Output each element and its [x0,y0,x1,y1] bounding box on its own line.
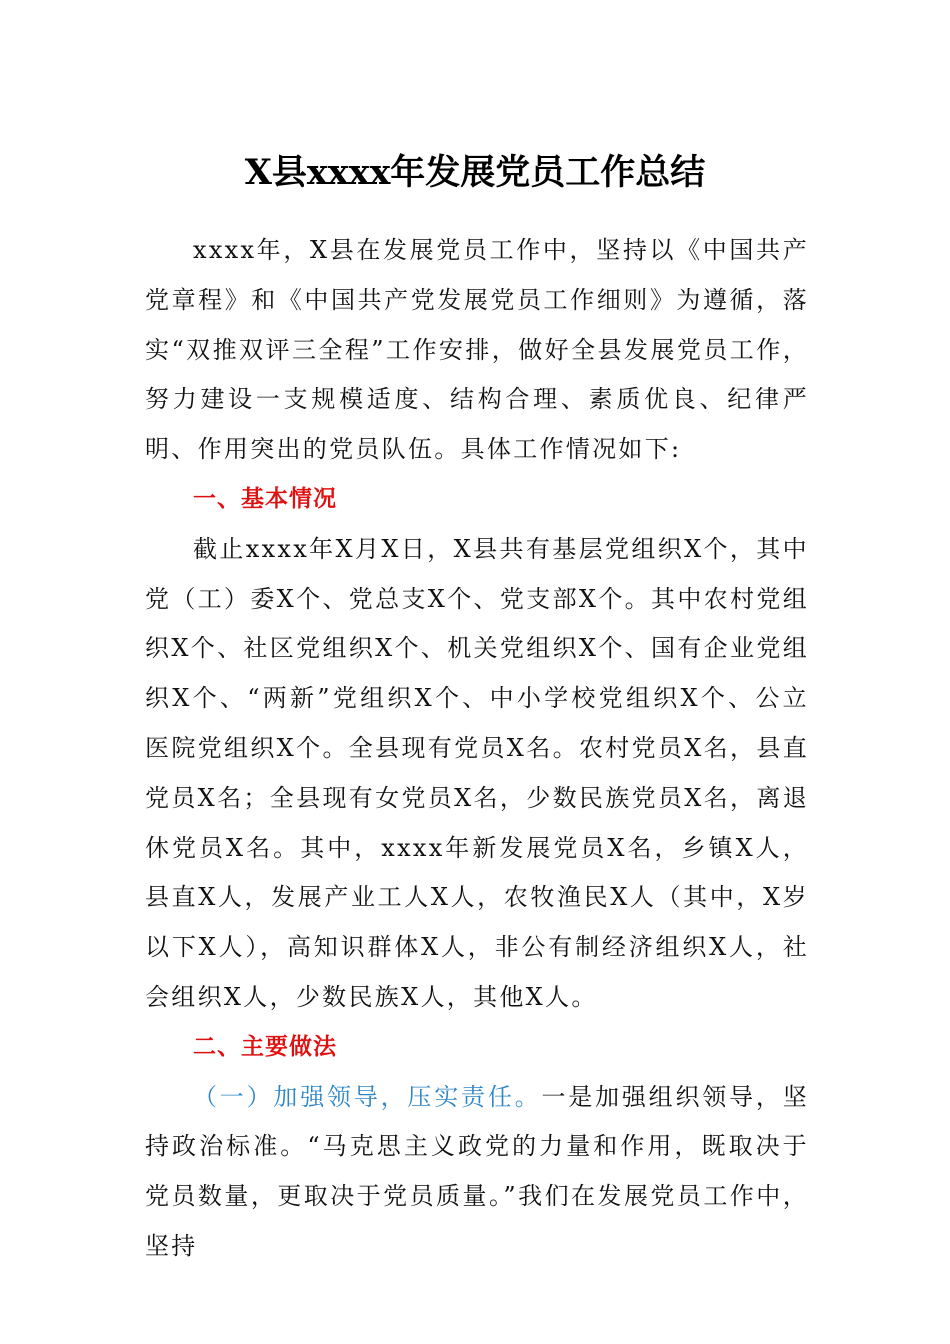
subsection-title-leadership: （一）加强领导，压实责任。 [193,1082,542,1111]
document-title: X县xxxx年发展党员工作总结 [244,152,706,193]
section-heading-main-practices: 二、主要做法 [193,1033,337,1060]
document-body [145,226,809,1272]
basic-situation-paragraph: 截止xxxx年X月X日，X县共有基层党组织X个，其中党（工）委X个、党总支X个、党支部X个。其中农村党组织X个、社区党组织X个、机关党组织X个、国有企业党组织X个、“两新”党组织X个、中小学校党组织X个、公立医院党组织X个。全县现有党员X名。农村党员X名，县直党员X名；全县现有女党员X名，少数民族党员X名，离退休党员X名。其中，xxxx年新发展党员X名，乡镇X人，县直X人，发展产业工人X人，农牧渔民X人（其中，X岁以下X人），高知识群体X人，非公有制经济组织X人，社会组织X人，少数民族X人，其他X人。 [145,534,809,1011]
subsection-text-leadership: 一是加强组织领导，坚持政治标准。“马克思主义政党的力量和作用，既取决于党员数量，更取决于党员质量。”我们在发展党员工作中，坚持 [145,1082,810,1260]
intro-paragraph: xxxx年，X县在发展党员工作中，坚持以《中国共产党章程》和《中国共产党发展党员工作细则》为遵循，落实“双推双评三全程”工作安排，做好全县发展党员工作，努力建设一支规模适度、结构合理、素质优良、纪律严明、作用突出的党员队伍。具体工作情况如下: [145,236,809,464]
section-heading-basic-situation: 一、基本情况 [193,485,337,512]
main-practices-paragraph [145,1073,809,1272]
